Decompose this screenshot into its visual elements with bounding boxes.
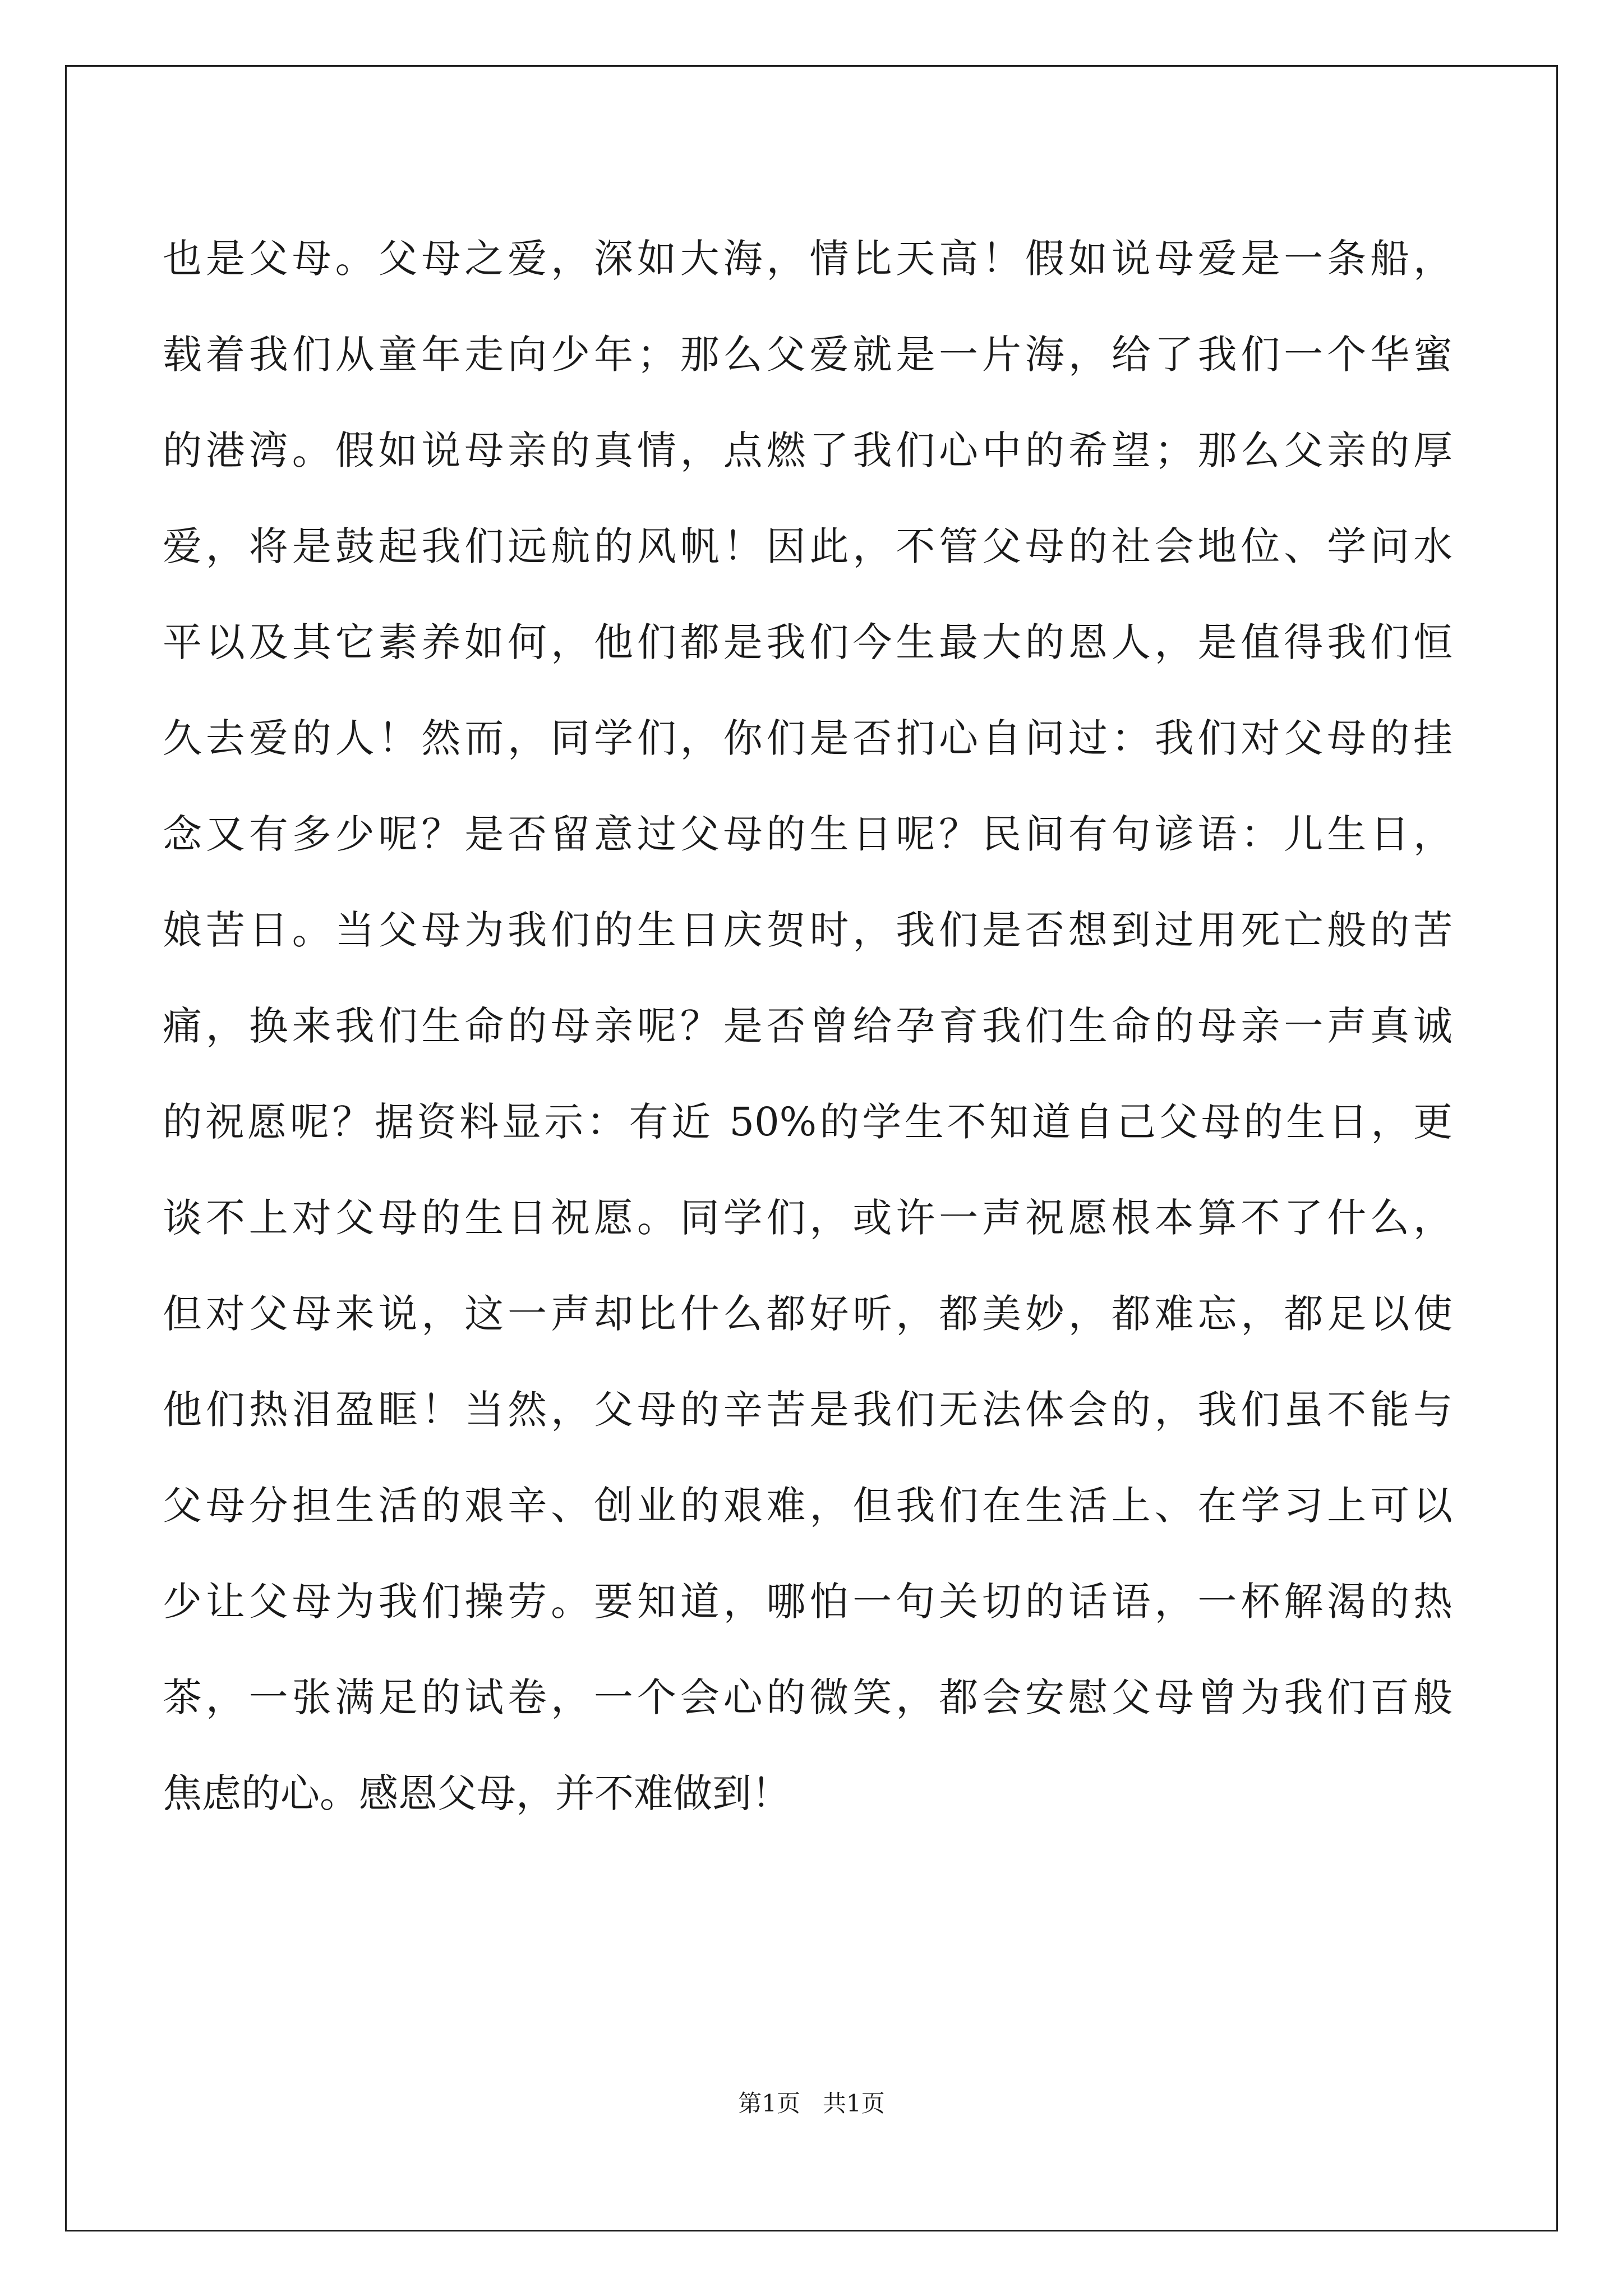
page-footer	[0, 2087, 1623, 2120]
text-line: 父母分担生活的艰辛、创业的艰难，但我们在生活上、在学习上可以	[163, 1483, 1453, 1529]
text-line: 但对父母来说，这一声却比什么都好听，都美妙，都难忘，都足以使	[163, 1291, 1453, 1337]
page-number-total: 共1页	[823, 2090, 885, 2117]
text-line: 载着我们从童年走向少年；那么父爱就是一片海，给了我们一个华蜜	[163, 332, 1453, 378]
text-line: 的港湾。假如说母亲的真情，点燃了我们心中的希望；那么父亲的厚	[163, 427, 1453, 473]
text-line: 他们热泪盈眶！当然，父母的辛苦是我们无法体会的，我们虽不能与	[163, 1387, 1453, 1433]
text-line: 茶，一张满足的试卷，一个会心的微笑，都会安慰父母曾为我们百般	[163, 1674, 1453, 1720]
text-line: 也是父母。父母之爱，深如大海，情比天高！假如说母爱是一条船，	[163, 236, 1453, 282]
text-line: 念又有多少呢？是否留意过父母的生日呢？民间有句谚语：儿生日，	[163, 811, 1453, 857]
text-line: 爱，将是鼓起我们远航的风帆！因此，不管父母的社会地位、学问水	[163, 523, 1453, 569]
text-line: 娘苦日。当父母为我们的生日庆贺时，我们是否想到过用死亡般的苦	[163, 907, 1453, 953]
text-line: 的祝愿呢？据资料显示：有近 50%的学生不知道自己父母的生日，更	[163, 1099, 1453, 1145]
text-line: 少让父母为我们操劳。要知道，哪怕一句关切的话语，一杯解渴的热	[163, 1579, 1453, 1625]
page-number-current: 第1页	[738, 2090, 800, 2117]
document-body	[163, 211, 1453, 1842]
text-line: 谈不上对父母的生日祝愿。同学们，或许一声祝愿根本算不了什么，	[163, 1195, 1453, 1241]
text-line: 痛，换来我们生命的母亲呢？是否曾给孕育我们生命的母亲一声真诚	[163, 1003, 1453, 1049]
text-line: 焦虑的心。感恩父母，并不难做到！	[163, 1770, 791, 1816]
text-line: 久去爱的人！然而，同学们，你们是否扪心自问过：我们对父母的挂	[163, 715, 1453, 761]
text-line: 平以及其它素养如何，他们都是我们今生最大的恩人，是值得我们恒	[163, 619, 1453, 665]
